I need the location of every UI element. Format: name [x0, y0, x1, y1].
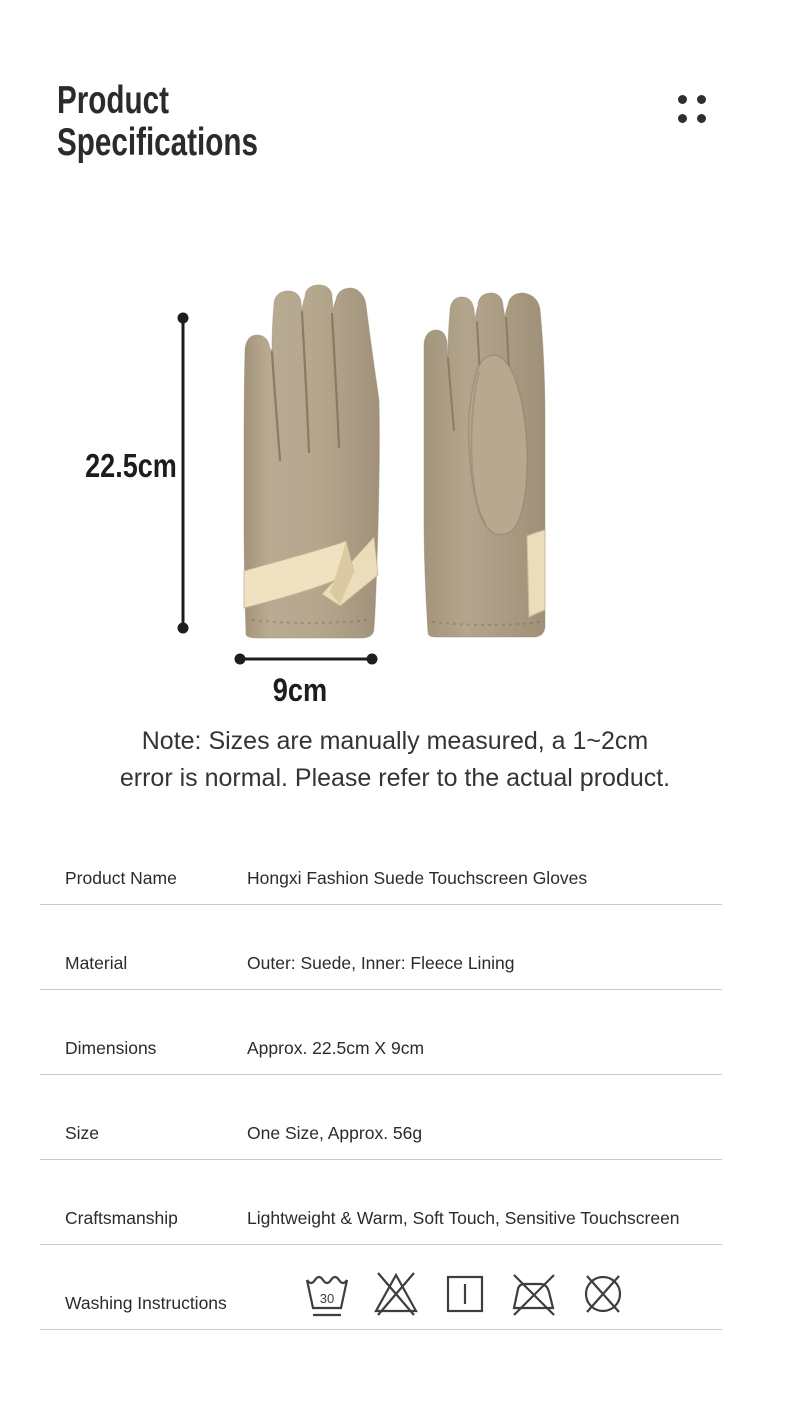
table-row: [40, 905, 722, 990]
dot: [678, 114, 687, 123]
product-figure: [0, 260, 790, 720]
table-row: [40, 820, 722, 905]
ribbon-band-edge: [527, 530, 545, 617]
do-not-iron-icon: [510, 1268, 558, 1320]
glove-back-view: [244, 285, 379, 638]
page-title-line1: Product: [57, 79, 169, 122]
table-row: [40, 1075, 722, 1160]
spec-label-size: Size: [65, 1123, 100, 1143]
table-row: [40, 1160, 722, 1245]
spec-label-washing: Washing Instructions: [65, 1293, 227, 1313]
dot: [697, 95, 706, 104]
grid-dots-icon: [678, 95, 706, 123]
drip-dry-icon: [441, 1268, 489, 1320]
do-not-dry-clean-icon: [579, 1268, 627, 1320]
washing-care-icons: [303, 1268, 627, 1320]
height-dimension-marker: [85, 313, 188, 634]
do-not-bleach-icon: [372, 1268, 420, 1320]
glove-palm-view: [424, 293, 545, 637]
spec-label-material: Material: [65, 953, 128, 973]
spec-value-size: One Size, Approx. 56g: [247, 1123, 423, 1143]
width-dimension-label: 9cm: [272, 672, 328, 709]
table-row-washing: [40, 1245, 722, 1330]
spec-table: [40, 820, 722, 1330]
page-title: [57, 80, 258, 164]
height-dimension-label: 22.5cm: [85, 448, 177, 485]
table-row: [40, 990, 722, 1075]
spec-value-craftsmanship: Lightweight & Warm, Soft Touch, Sensitive Touchscreen: [247, 1208, 680, 1228]
width-dimension-marker: [235, 654, 378, 709]
dot: [678, 95, 687, 104]
spec-value-dimensions: Approx. 22.5cm X 9cm: [247, 1038, 425, 1058]
page-title-line2: Specifications: [57, 121, 258, 164]
machine-wash-30-icon: [303, 1268, 351, 1320]
measurement-note: [0, 723, 790, 797]
note-line1: Note: Sizes are manually measured, a 1~2cm: [141, 727, 649, 755]
note-line2: error is normal. Please refer to the actual product.: [119, 764, 671, 792]
spec-label-product-name: Product Name: [65, 868, 177, 888]
dot: [697, 114, 706, 123]
wash-temperature: 30: [319, 1291, 335, 1306]
spec-label-craftsmanship: Craftsmanship: [65, 1208, 178, 1228]
spec-label-dimensions: Dimensions: [65, 1038, 157, 1058]
spec-value-product-name: Hongxi Fashion Suede Touchscreen Gloves: [247, 868, 588, 888]
spec-value-material: Outer: Suede, Inner: Fleece Lining: [247, 953, 515, 973]
